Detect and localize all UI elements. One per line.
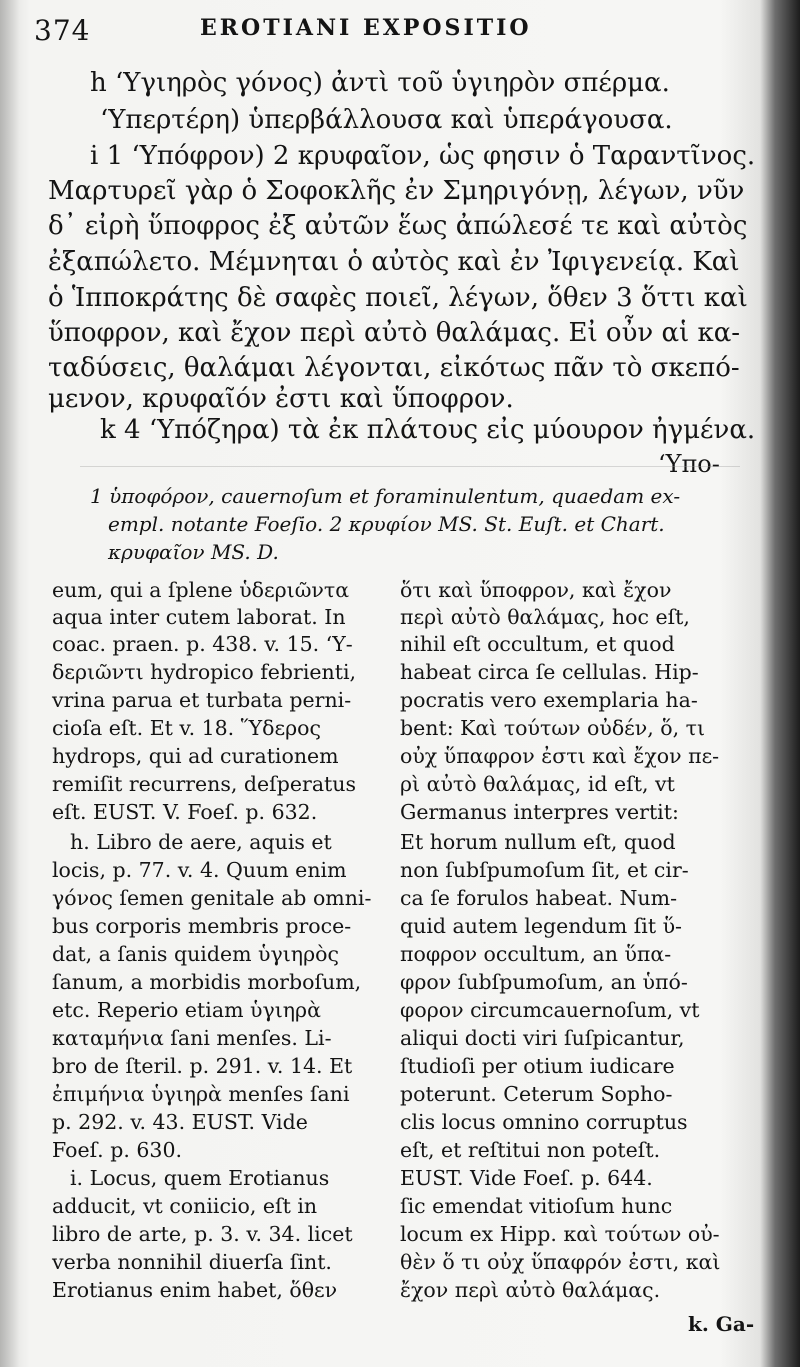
left-column-line: δεριῶντι hydropico febrienti, — [52, 660, 357, 684]
left-column-line: i. Locus, quem Erotianus — [70, 1166, 330, 1190]
footnote-line: 1 ὑποφόρον, cauernoſum et foraminulentum, quaedam ex- — [90, 484, 681, 508]
left-column-line: γόνος ſemen genitale ab omni- — [52, 886, 372, 910]
footnote-line: empl. notante Foeſio. 2 κρυφίον MS. St. Euſt. et Chart. — [108, 512, 665, 536]
left-column-line: hydrops, qui ad curationem — [52, 744, 339, 768]
left-column-line: eſt. EUST. V. Foeſ. p. 632. — [52, 800, 318, 824]
left-column-line: h. Libro de aere, aquis et — [70, 830, 332, 854]
right-column-line: bent: Καὶ τούτων οὐδέν, ὅ, τι — [400, 716, 706, 740]
entry-line: ‘Υπερτέρη) ὑπερβάλλουσα καὶ ὑπεράγουσα. — [100, 105, 673, 135]
right-column-line: οὐχ ὕπαφρον ἐστι καὶ ἔχον πε- — [400, 744, 720, 768]
left-column-line: adducit, vt coniicio, eſt in — [52, 1194, 318, 1218]
right-column-line: aliqui docti viri ſuſpicantur, — [400, 1026, 685, 1050]
left-column-line: coac. praen. p. 438. v. 15. ‘Υ- — [52, 632, 353, 656]
left-column-line: Foeſ. p. 630. — [52, 1138, 182, 1162]
footnote-divider — [80, 466, 740, 467]
entry-line: h ‘Υγιηρὸς γόνος) ἀντὶ τοῦ ὑγιηρὸν σπέρμα. — [90, 68, 670, 98]
right-column-line: clis locus omnino corruptus — [400, 1110, 688, 1134]
left-column-line: libro de arte, p. 3. v. 34. licet — [52, 1222, 353, 1246]
entry-line: ἐξαπώλετο. Μέμνηται ὁ αὐτὸς καὶ ἐν Ἰφιγενείᾳ. Καὶ — [48, 247, 740, 277]
entry-line: μενον, κρυφαῖόν ἐστι καὶ ὕποφρον. — [48, 384, 514, 414]
right-column-line: ἔχον περὶ αὐτὸ θαλάμας. — [400, 1278, 661, 1302]
left-column-line: dat, a ſanis quidem ὑγιηρὸς — [52, 942, 339, 966]
entry-line: Μαρτυρεῖ γὰρ ὁ Σοφοκλῆς ἐν Σμηριγόνῃ, λέγων, νῦν — [48, 176, 745, 206]
right-column-line: nihil eſt occultum, et quod — [400, 632, 675, 656]
left-column-line: ſanum, a morbidis morboſum, — [52, 970, 362, 994]
left-column-line: καταμήνια ſani menſes. Li- — [52, 1026, 332, 1050]
right-column-line: ρὶ αὐτὸ θαλάμας, id eſt, vt — [400, 772, 675, 796]
left-column-line: locis, p. 77. v. 4. Quum enim — [52, 858, 347, 882]
page-number: 374 — [34, 14, 91, 47]
right-column-line: habeat circa ſe cellulas. Hip- — [400, 660, 699, 684]
left-column-line: p. 292. v. 43. EUST. Vide — [52, 1110, 308, 1134]
right-column-line: eſt, et reſtitui non poteſt. — [400, 1138, 661, 1162]
entry-line: δ᾽ εἰρὴ ὕποφρος ἐξ αὐτῶν ἕως ἀπώλεσέ τε καὶ αὐτὸς — [48, 211, 748, 241]
left-column-line: Erotianus enim habet, ὅθεν — [52, 1278, 338, 1302]
right-column-line: ὅτι καὶ ὕποφρον, καὶ ἔχον — [400, 578, 672, 602]
left-column-line: vrina parua et turbata perni- — [52, 688, 352, 712]
right-column-line: θὲν ὅ τι οὐχ ὕπαφρόν ἐστι, καὶ — [400, 1250, 721, 1274]
right-column-line: pocratis vero exemplaria ha- — [400, 688, 698, 712]
right-column-line: περὶ αὐτὸ θαλάμας, hoc eſt, — [400, 605, 690, 629]
entry-line: ὕποφρον, καὶ ἔχον περὶ αὐτὸ θαλάμας. Εἰ οὖν αἱ κα- — [48, 318, 741, 348]
right-column-line: φρον ſubſpumoſum, an ὑπό- — [400, 970, 688, 994]
right-column-line: Et horum nullum eſt, quod — [400, 830, 676, 854]
right-column-line: ſic emendat vitioſum hunc — [400, 1194, 673, 1218]
left-column-line: aqua inter cutem laborat. In — [52, 605, 346, 629]
catchword-bottom: k. Ga- — [688, 1312, 755, 1336]
entry-line: ταδύσεις, θαλάμαι λέγονται, εἰκότως πᾶν τὸ σκεπό- — [48, 353, 740, 383]
catchword-top: ‘Υπο- — [658, 450, 720, 478]
left-column-line: eum, qui a ſplene ὑδεριῶντα — [52, 578, 350, 602]
footnote-line: κρυφαῖον MS. D. — [108, 540, 279, 564]
page-edge-shadow — [0, 0, 20, 1367]
right-column-line: ca ſe forulos habeat. Num- — [400, 886, 678, 910]
right-column-line: quid autem legendum ſit ὕ- — [400, 914, 682, 938]
left-column-line: bus corporis membris proce- — [52, 914, 352, 938]
left-column-line: remiſit recurrens, deſperatus — [52, 772, 357, 796]
entry-line: ὁ Ἱπποκράτης δὲ σαφὲς ποιεῖ, λέγων, ὅθεν 3 ὅττι καὶ — [48, 283, 748, 313]
left-column-line: verba nonnihil diuerſa ſint. — [52, 1250, 332, 1274]
right-column-line: ποφρον occultum, an ὕπα- — [400, 942, 672, 966]
right-column-line: poterunt. Ceterum Sopho- — [400, 1082, 673, 1106]
right-column-line: Germanus interpres vertit: — [400, 800, 679, 824]
left-column-line: bro de ſteril. p. 291. v. 14. Et — [52, 1054, 353, 1078]
left-column-line: cioſa eſt. Et v. 18. Ὕδερος — [52, 716, 321, 740]
left-column-line: etc. Reperio etiam ὑγιηρὰ — [52, 998, 321, 1022]
right-column-line: φορον circumcauernoſum, vt — [400, 998, 700, 1022]
left-column-line: ἐπιμήνια ὑγιηρὰ menſes ſani — [52, 1082, 350, 1106]
entry-line: i 1 ‘Υπόφρον) 2 κρυφαῖον, ὡς φησιν ὁ Ταραντῖνος. — [90, 141, 756, 171]
right-column-line: EUST. Vide Foeſ. p. 644. — [400, 1166, 653, 1190]
right-column-line: ſtudioſi per otium iudicare — [400, 1054, 675, 1078]
right-column-line: locum ex Hipp. καὶ τούτων οὐ- — [400, 1222, 720, 1246]
entry-line: k 4 ‘Υπόζηρα) τὰ ἐκ πλάτους εἰς μύουρον ἠγμένα. — [100, 415, 756, 445]
running-title: EROTIANI EXPOSITIO — [200, 15, 532, 41]
right-column-line: non ſubſpumoſum ſit, et cir- — [400, 858, 689, 882]
